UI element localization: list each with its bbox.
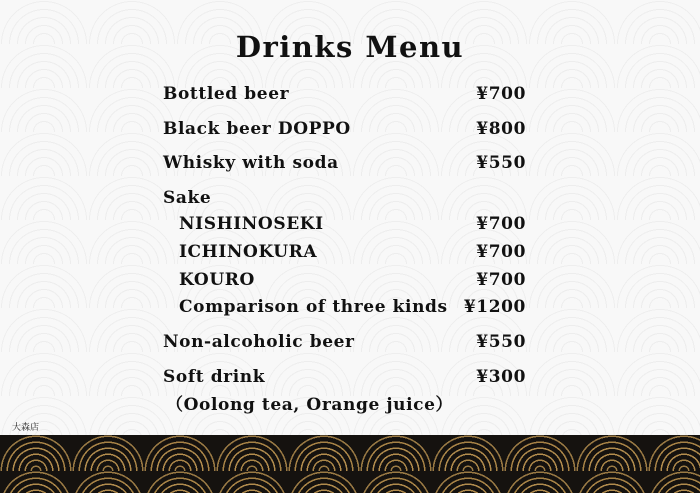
item-soft-drink-detail: （Oolong tea, Orange juice） xyxy=(166,395,454,415)
price-kouro: ¥700 xyxy=(476,270,526,290)
item-soft-drink: Soft drink xyxy=(163,367,266,387)
item-black-beer: Black beer DOPPO xyxy=(163,119,351,139)
item-non-alcoholic-beer: Non-alcoholic beer xyxy=(163,332,355,352)
price-comparison: ¥1200 xyxy=(463,297,526,317)
price-black-beer: ¥800 xyxy=(476,119,526,139)
store-label: 大森店 xyxy=(12,423,40,433)
price-nishinoseki: ¥700 xyxy=(476,214,526,234)
menu-title: Drinks Menu xyxy=(235,30,465,64)
wave-pattern-band xyxy=(0,435,700,493)
item-kouro: KOURO xyxy=(179,270,255,290)
item-whisky-soda: Whisky with soda xyxy=(163,153,339,173)
item-comparison: Comparison of three kinds xyxy=(179,297,448,317)
item-nishinoseki: NISHINOSEKI xyxy=(179,214,324,234)
price-soft-drink: ¥300 xyxy=(476,367,526,387)
item-ichinokura: ICHINOKURA xyxy=(179,242,318,262)
item-bottled-beer: Bottled beer xyxy=(163,84,290,104)
price-non-alcoholic-beer: ¥550 xyxy=(476,332,526,352)
price-ichinokura: ¥700 xyxy=(476,242,526,262)
price-bottled-beer: ¥700 xyxy=(476,84,526,104)
item-sake-heading: Sake xyxy=(163,188,212,208)
price-whisky-soda: ¥550 xyxy=(476,153,526,173)
